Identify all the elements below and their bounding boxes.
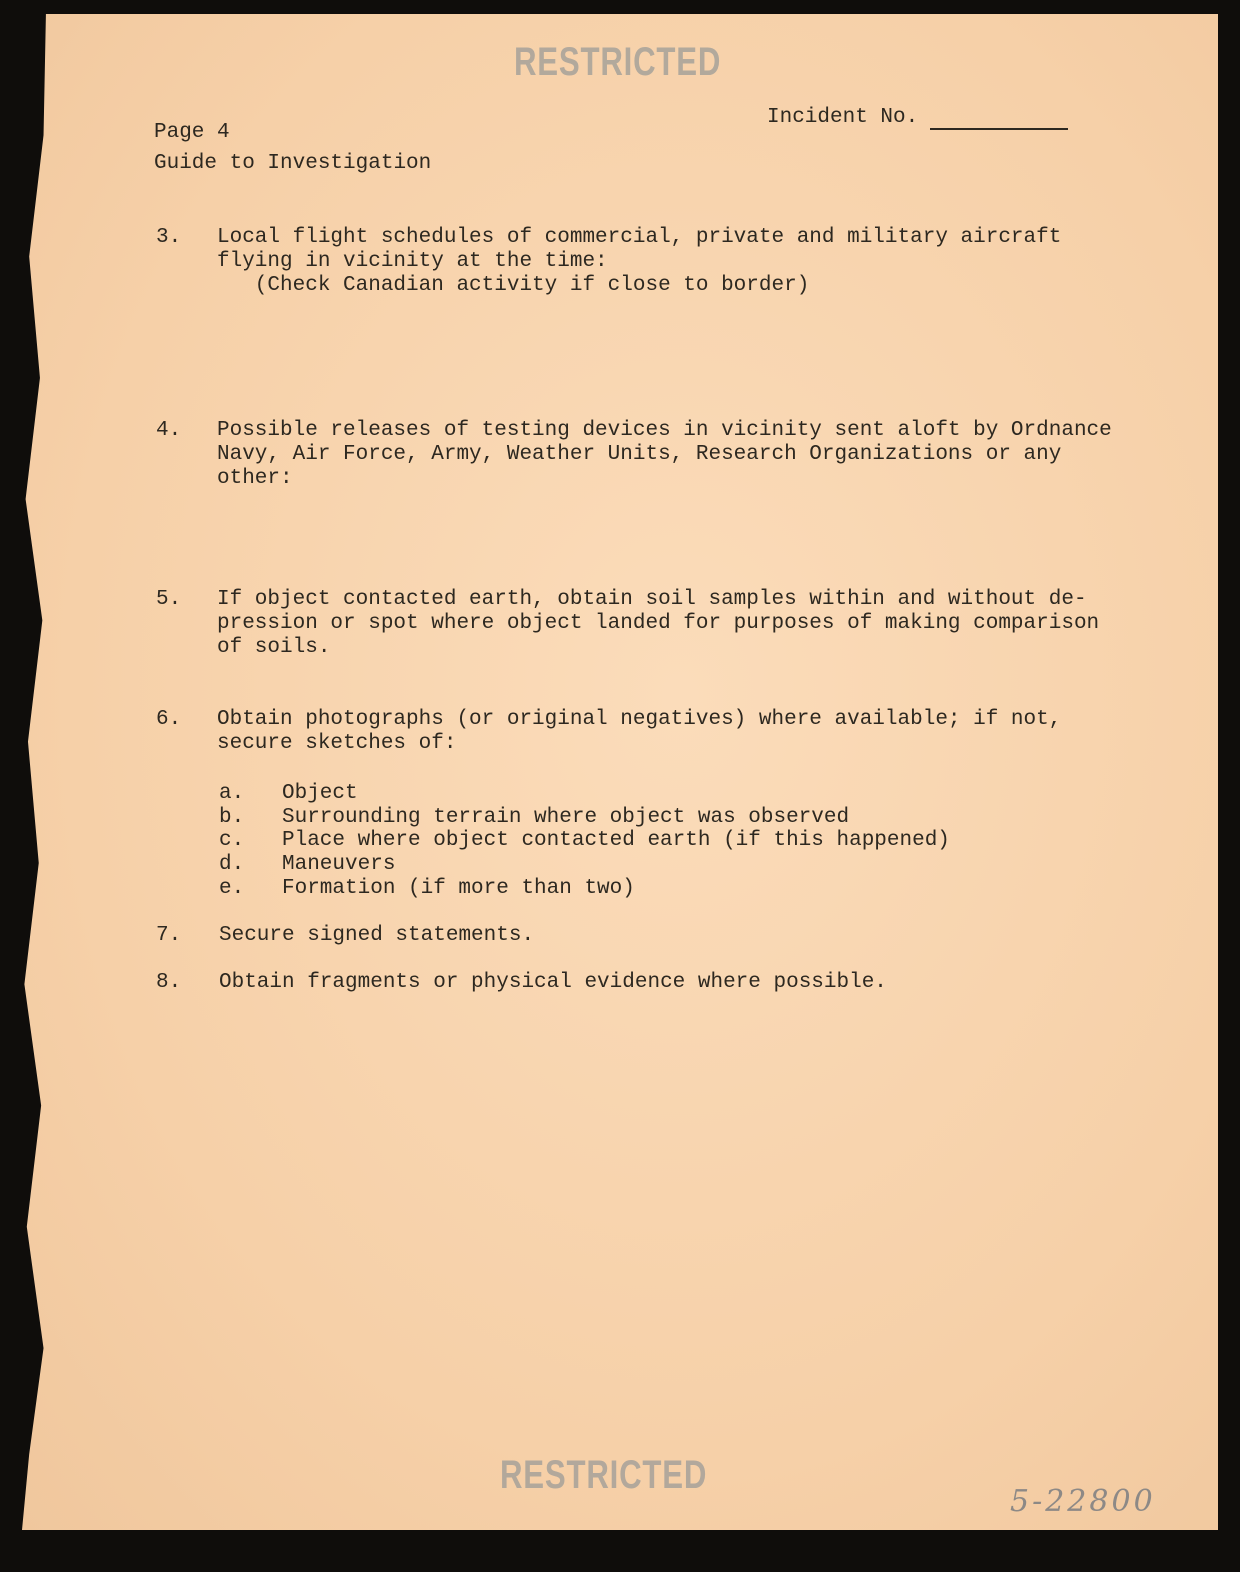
incident-number-blank bbox=[930, 128, 1068, 130]
item-number: 7. bbox=[156, 924, 182, 947]
subitem-text: Surrounding terrain where object was observed bbox=[282, 806, 850, 829]
incident-label: Incident No. bbox=[767, 106, 919, 129]
subitem-text: Object bbox=[282, 782, 358, 805]
item-text-line: Navy, Air Force, Army, Weather Units, Research Organizations or any bbox=[217, 443, 1062, 466]
item-text-line: pression or spot where object landed for purposes of making comparison bbox=[217, 612, 1100, 635]
item-number: 8. bbox=[156, 971, 182, 994]
item-text-line: If object contacted earth, obtain soil samples within and without de- bbox=[217, 588, 1087, 611]
item-text-line: secure sketches of: bbox=[217, 732, 457, 755]
item-text-line: (Check Canadian activity if close to border) bbox=[217, 274, 810, 297]
item-text-line: other: bbox=[217, 467, 293, 490]
subitem-letter: e. bbox=[219, 877, 245, 900]
item-number: 4. bbox=[156, 419, 182, 442]
handwritten-file-number: 5-22800 bbox=[1010, 1484, 1156, 1519]
item-text-line: Possible releases of testing devices in vicinity sent aloft by Ordnance bbox=[217, 419, 1112, 442]
subitem-letter: a. bbox=[219, 782, 245, 805]
subitem-letter: c. bbox=[219, 829, 245, 852]
subitem-letter: b. bbox=[219, 806, 245, 829]
subitem-text: Place where object contacted earth (if this happened) bbox=[282, 829, 950, 852]
subitem-text: Formation (if more than two) bbox=[282, 877, 635, 900]
item-text-line: Secure signed statements. bbox=[219, 924, 535, 947]
restricted-stamp-bottom: RESTRICTED bbox=[500, 1453, 708, 1497]
item-text-line: flying in vicinity at the time: bbox=[217, 250, 608, 273]
item-text-line: Local flight schedules of commercial, private and military aircraft bbox=[217, 226, 1062, 249]
guide-title: Guide to Investigation bbox=[154, 152, 432, 175]
item-number: 5. bbox=[156, 588, 182, 611]
subitem-text: Maneuvers bbox=[282, 853, 396, 876]
item-number: 6. bbox=[156, 708, 182, 731]
item-text-line: of soils. bbox=[217, 636, 331, 659]
page-label: Page 4 bbox=[154, 121, 230, 144]
item-text-line: Obtain fragments or physical evidence where possible. bbox=[219, 971, 887, 994]
item-text-line: Obtain photographs (or original negatives) where available; if not, bbox=[217, 708, 1062, 731]
item-number: 3. bbox=[156, 226, 182, 249]
restricted-stamp-top: RESTRICTED bbox=[514, 40, 722, 84]
subitem-letter: d. bbox=[219, 853, 245, 876]
